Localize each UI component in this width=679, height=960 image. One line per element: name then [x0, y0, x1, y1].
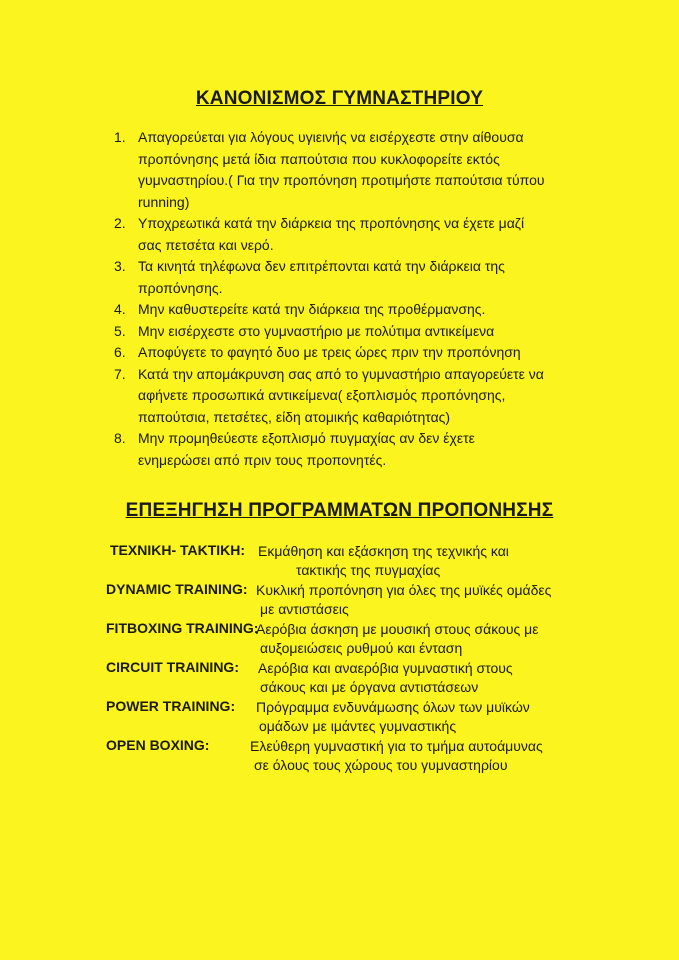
rule-item	[114, 364, 584, 429]
rule-number: 8.	[114, 430, 126, 446]
rules-list	[114, 127, 584, 471]
program-description	[256, 620, 538, 658]
program-description	[258, 659, 513, 697]
program-line: Πρόγραμμα ενδυνάμωσης όλων των μυϊκών	[256, 699, 530, 715]
rule-number: 2.	[114, 215, 126, 231]
rule-line: Μην καθυστερείτε κατά την διάρκεια της προθέρμανσης.	[138, 301, 486, 317]
programs-list	[0, 542, 679, 776]
rule-line: παπούτσια, πετσέτες, είδη ατομικής καθαριότητας)	[138, 408, 451, 425]
program-line: Εκμάθηση και εξάσκηση της τεχνικής και	[258, 543, 509, 559]
rule-number: 3.	[114, 258, 126, 274]
rule-number: 1.	[114, 129, 126, 145]
rule-line: Αποφύγετε το φαγητό δυο με τρεις ώρες πριν την προπόνηση	[138, 344, 521, 360]
program-label: OPEN BOXING:	[106, 737, 210, 753]
rule-item	[114, 213, 584, 256]
rule-line: προπόνησης.	[138, 279, 223, 296]
program-line: σάκους και με όργανα αντιστάσεων	[260, 679, 479, 695]
program-line: ομάδων με ιμάντες γυμναστικής	[259, 718, 457, 734]
rule-item	[114, 299, 584, 321]
program-description	[256, 698, 530, 736]
rule-line: αφήνετε προσωπικά αντικείμενα( εξοπλισμός προπόνησης,	[138, 387, 506, 403]
program-label: FITBOXING TRAINING:	[106, 620, 259, 636]
program-line: σε όλους τους χώρους του γυμναστηρίου	[254, 757, 508, 773]
rule-line: Μην προμηθεύεστε εξοπλισμό πυγμαχίας αν δεν έχετε	[138, 430, 475, 446]
program-description	[256, 581, 551, 619]
program-row	[0, 581, 679, 620]
rule-line: Κατά την απομάκρυνση σας από το γυμναστήριο απαγορεύετε να	[138, 365, 544, 382]
program-label: DYNAMIC TRAINING:	[106, 581, 248, 597]
program-line: Αερόβια και αναερόβια γυμναστική στους	[258, 660, 513, 676]
program-label: ΤΕΧΝΙΚΗ- ΤΑΚΤΙΚΗ:	[110, 542, 246, 558]
program-row	[0, 659, 679, 698]
programs-title: ΕΠΕΞΗΓΗΣΗ ΠΡΟΓΡΑΜΜΑΤΩΝ ΠΡΟΠΟΝΗΣΗΣ	[125, 500, 554, 521]
rules-title: ΚΑΝΟΝΙΣΜΟΣ ΓΥΜΝΑΣΤΗΡΙΟΥ	[195, 88, 484, 109]
rule-item	[114, 342, 584, 364]
rule-line: Τα κινητά τηλέφωνα δεν επιτρέπονται κατά την διάρκεια της	[138, 258, 505, 274]
rule-item	[114, 321, 584, 343]
rule-number: 5.	[114, 322, 126, 339]
rule-item	[114, 428, 584, 471]
program-row	[0, 737, 679, 776]
rule-line: Απαγορεύεται για λόγους υγιεινής να εισέρχεστε στην αίθουσα	[138, 129, 524, 145]
program-line: Κυκλική προπόνηση για όλες της μυϊκές ομάδες	[256, 582, 552, 598]
rule-line: Μην εισέρχεστε στο γυμναστήριο με πολύτιμα αντικείμενα	[138, 322, 495, 339]
program-row	[0, 620, 679, 659]
rule-line: προπόνησης μετά ίδια παπούτσια που κυκλοφορείτε εκτός	[138, 150, 500, 167]
program-description	[250, 737, 543, 775]
program-row	[0, 542, 679, 581]
rule-line: σας πετσέτα και νερό.	[138, 236, 274, 253]
program-line: Αερόβια άσκηση με μουσική στους σάκους με	[256, 621, 539, 637]
rule-line: γυμναστηρίου.( Για την προπόνηση προτιμήστε παπούτσια τύπου	[138, 172, 545, 188]
program-row	[0, 698, 679, 737]
rule-item	[114, 256, 584, 299]
rule-line: Υποχρεωτικά κατά την διάρκεια της προπόνησης να έχετε μαζί	[138, 215, 525, 231]
program-line: αυξομειώσεις ρυθμού και ένταση	[260, 640, 463, 656]
program-line: Ελεύθερη γυμναστική για το τμήμα αυτοάμυνας	[250, 738, 543, 754]
rule-line: ενημερώσει από πριν τους προπονητές.	[138, 451, 387, 468]
program-label: POWER TRAINING:	[106, 698, 236, 714]
program-description	[258, 542, 509, 580]
rule-number: 4.	[114, 301, 126, 317]
program-line: τακτικής της πυγμαχίας	[296, 562, 441, 578]
rule-number: 6.	[114, 344, 126, 360]
rule-item	[114, 127, 584, 213]
program-label: CIRCUIT TRAINING:	[106, 659, 239, 675]
program-line: με αντιστάσεις	[260, 601, 349, 617]
rule-number: 7.	[114, 365, 126, 382]
rule-line: running)	[138, 193, 190, 210]
